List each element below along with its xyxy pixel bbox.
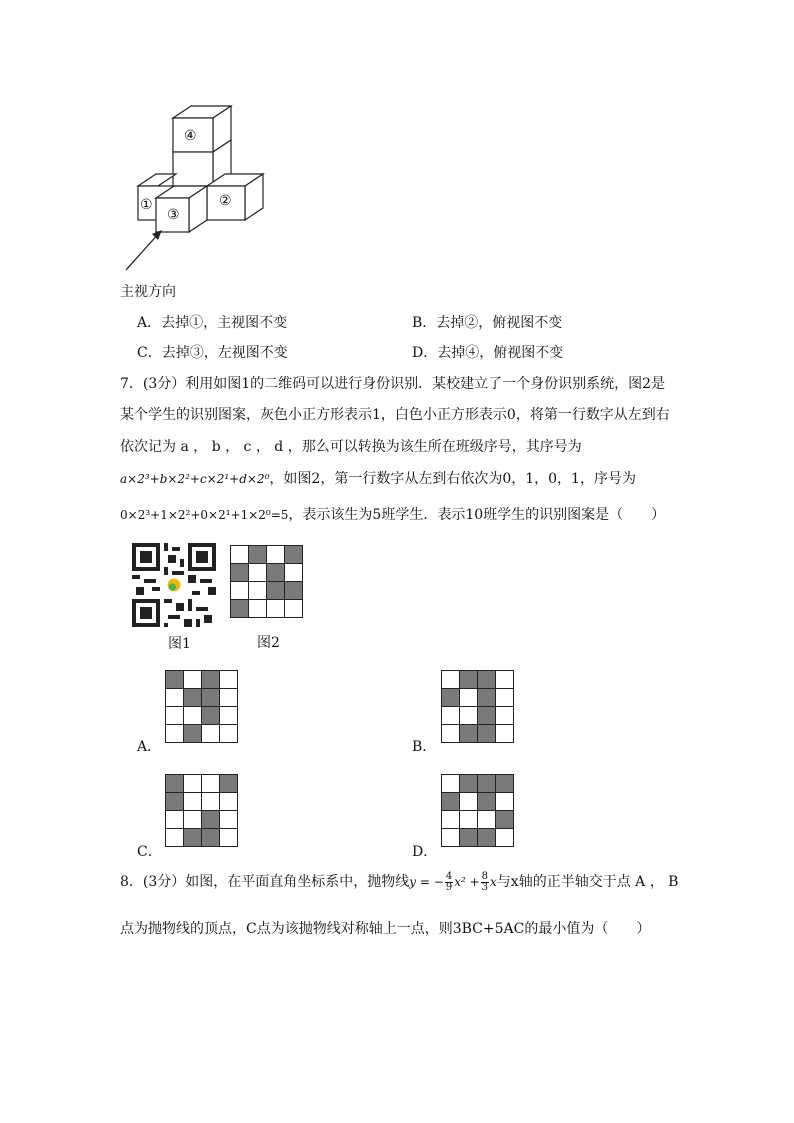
q8-line1-a: 8．(3分）如图，在平面直角坐标系中，抛物线 bbox=[120, 874, 410, 890]
fig1-caption: 图1 bbox=[168, 636, 191, 652]
grid-cell bbox=[184, 671, 202, 689]
grid-cell bbox=[478, 707, 496, 725]
grid-cell bbox=[231, 546, 249, 564]
grid-cell bbox=[231, 600, 249, 618]
cube-label-3: ③ bbox=[167, 207, 180, 223]
grid-cell bbox=[460, 689, 478, 707]
q7-line4 bbox=[120, 468, 636, 488]
grid-cell bbox=[220, 725, 238, 743]
grid-cell bbox=[478, 811, 496, 829]
q6-option-d[interactable]: D．去掉④，俯视图不变 bbox=[412, 345, 564, 361]
cube-stack-figure bbox=[118, 100, 278, 280]
grid-cell bbox=[184, 811, 202, 829]
q7-line5 bbox=[120, 504, 665, 524]
q7-option-b-grid[interactable] bbox=[441, 670, 514, 743]
grid-cell bbox=[231, 564, 249, 582]
q8-formula-end: x bbox=[490, 875, 497, 889]
grid-cell bbox=[220, 775, 238, 793]
grid-cell bbox=[285, 582, 303, 600]
fig2-caption: 图2 bbox=[257, 635, 280, 651]
grid-cell bbox=[202, 707, 220, 725]
grid-cell bbox=[184, 725, 202, 743]
grid-cell bbox=[478, 775, 496, 793]
grid-cell bbox=[184, 689, 202, 707]
q6-option-a[interactable]: A．去掉①，主视图不变 bbox=[137, 315, 288, 331]
grid-cell bbox=[184, 829, 202, 847]
q8-formula-prefix: y = − bbox=[409, 875, 444, 889]
q7-line1: 7．(3分）利用如图1的二维码可以进行身份识别．某校建立了一个身份识别系统，图2是 bbox=[120, 376, 666, 392]
cube-label-1: ① bbox=[140, 197, 153, 213]
cube-label-4: ④ bbox=[184, 128, 197, 144]
grid-cell bbox=[460, 793, 478, 811]
grid-cell bbox=[478, 725, 496, 743]
grid-cell bbox=[442, 811, 460, 829]
grid-cell bbox=[220, 829, 238, 847]
grid-cell bbox=[442, 689, 460, 707]
cube-label-2: ② bbox=[219, 193, 232, 209]
grid-cell bbox=[231, 582, 249, 600]
q6-option-c[interactable]: C．去掉③，左视图不变 bbox=[137, 345, 288, 361]
grid-cell bbox=[478, 829, 496, 847]
grid-cell bbox=[220, 811, 238, 829]
grid-cell bbox=[442, 671, 460, 689]
q7-line5-text: ，表示该生为5班学生．表示10班学生的识别图案是（ ） bbox=[288, 507, 666, 523]
grid-cell bbox=[184, 793, 202, 811]
q7-option-d-grid[interactable] bbox=[441, 774, 514, 847]
grid-cell bbox=[249, 582, 267, 600]
grid-cell bbox=[202, 829, 220, 847]
grid-cell bbox=[166, 793, 184, 811]
grid-cell bbox=[442, 707, 460, 725]
grid-cell bbox=[202, 725, 220, 743]
grid-cell bbox=[460, 811, 478, 829]
grid-cell bbox=[478, 689, 496, 707]
q8-line1 bbox=[120, 870, 678, 894]
grid-cell bbox=[166, 811, 184, 829]
q7-formula-1: a×2³+b×2²+c×2¹+d×2⁰ bbox=[120, 472, 270, 486]
grid-cell bbox=[166, 775, 184, 793]
grid-cell bbox=[442, 775, 460, 793]
grid-cell bbox=[202, 775, 220, 793]
q7-line2: 某个学生的识别图案，灰色小正方形表示1，白色小正方形表示0，将第一行数字从左到右 bbox=[120, 407, 670, 423]
grid-cell bbox=[496, 811, 514, 829]
grid-cell bbox=[267, 600, 285, 618]
grid-cell bbox=[496, 775, 514, 793]
grid-cell bbox=[184, 775, 202, 793]
q7-formula-2: 0×2³+1×2²+0×2¹+1×2⁰=5 bbox=[120, 508, 289, 522]
grid-cell bbox=[166, 725, 184, 743]
grid-cell bbox=[496, 725, 514, 743]
q7-line4-text: ，如图2，第一行数字从左到右依次为0，1，0，1，序号为 bbox=[269, 471, 636, 487]
grid-cell bbox=[166, 671, 184, 689]
q7-option-d-label[interactable]: D． bbox=[412, 844, 438, 860]
direction-label: 主视方向 bbox=[120, 284, 176, 300]
q8-fraction-1: $\frac{4}{9}$ bbox=[445, 870, 453, 893]
grid-cell bbox=[496, 689, 514, 707]
q7-option-a-label[interactable]: A． bbox=[137, 739, 162, 755]
grid-cell bbox=[442, 793, 460, 811]
grid-cell bbox=[184, 707, 202, 725]
grid-cell bbox=[166, 689, 184, 707]
grid-cell bbox=[220, 793, 238, 811]
grid-cell bbox=[166, 829, 184, 847]
q7-option-b-label[interactable]: B． bbox=[412, 739, 437, 755]
grid-cell bbox=[202, 671, 220, 689]
grid-cell bbox=[202, 811, 220, 829]
q6-option-b[interactable]: B．去掉②，俯视图不变 bbox=[412, 315, 563, 331]
grid-cell bbox=[460, 775, 478, 793]
grid-cell bbox=[267, 582, 285, 600]
grid-cell bbox=[496, 707, 514, 725]
grid-cell bbox=[249, 564, 267, 582]
q7-option-a-grid[interactable] bbox=[165, 670, 238, 743]
qr-code-image bbox=[132, 543, 216, 627]
grid-cell bbox=[267, 546, 285, 564]
grid-cell bbox=[442, 829, 460, 847]
grid-cell bbox=[478, 671, 496, 689]
grid-cell bbox=[496, 829, 514, 847]
grid-cell bbox=[460, 725, 478, 743]
grid-cell bbox=[478, 793, 496, 811]
grid-cell bbox=[220, 671, 238, 689]
q7-line3: 依次记为 a ， b ， c ， d ，那么可以转换为该生所在班级序号，其序号为 bbox=[120, 439, 582, 455]
grid-cell bbox=[249, 546, 267, 564]
q7-option-c-label[interactable]: C． bbox=[137, 844, 162, 860]
grid-cell bbox=[202, 793, 220, 811]
fig2-grid bbox=[230, 545, 303, 618]
grid-cell bbox=[442, 725, 460, 743]
grid-cell bbox=[202, 689, 220, 707]
q7-option-c-grid[interactable] bbox=[165, 774, 238, 847]
grid-cell bbox=[285, 546, 303, 564]
grid-cell bbox=[166, 707, 184, 725]
q8-line2: 点为抛物线的顶点，C点为该抛物线对称轴上一点，则3BC+5AC的最小值为（ ） bbox=[120, 921, 651, 937]
grid-cell bbox=[267, 564, 285, 582]
q8-fraction-2: $\frac{8}{3}$ bbox=[481, 870, 489, 893]
q8-line1-b: 与x轴的正半轴交于点 A ， B bbox=[496, 874, 679, 890]
grid-cell bbox=[220, 689, 238, 707]
grid-cell bbox=[285, 600, 303, 618]
grid-cell bbox=[220, 707, 238, 725]
grid-cell bbox=[460, 671, 478, 689]
grid-cell bbox=[285, 564, 303, 582]
q8-formula-mid: x² + bbox=[454, 875, 480, 889]
grid-cell bbox=[496, 671, 514, 689]
grid-cell bbox=[249, 600, 267, 618]
grid-cell bbox=[460, 707, 478, 725]
grid-cell bbox=[460, 829, 478, 847]
grid-cell bbox=[496, 793, 514, 811]
